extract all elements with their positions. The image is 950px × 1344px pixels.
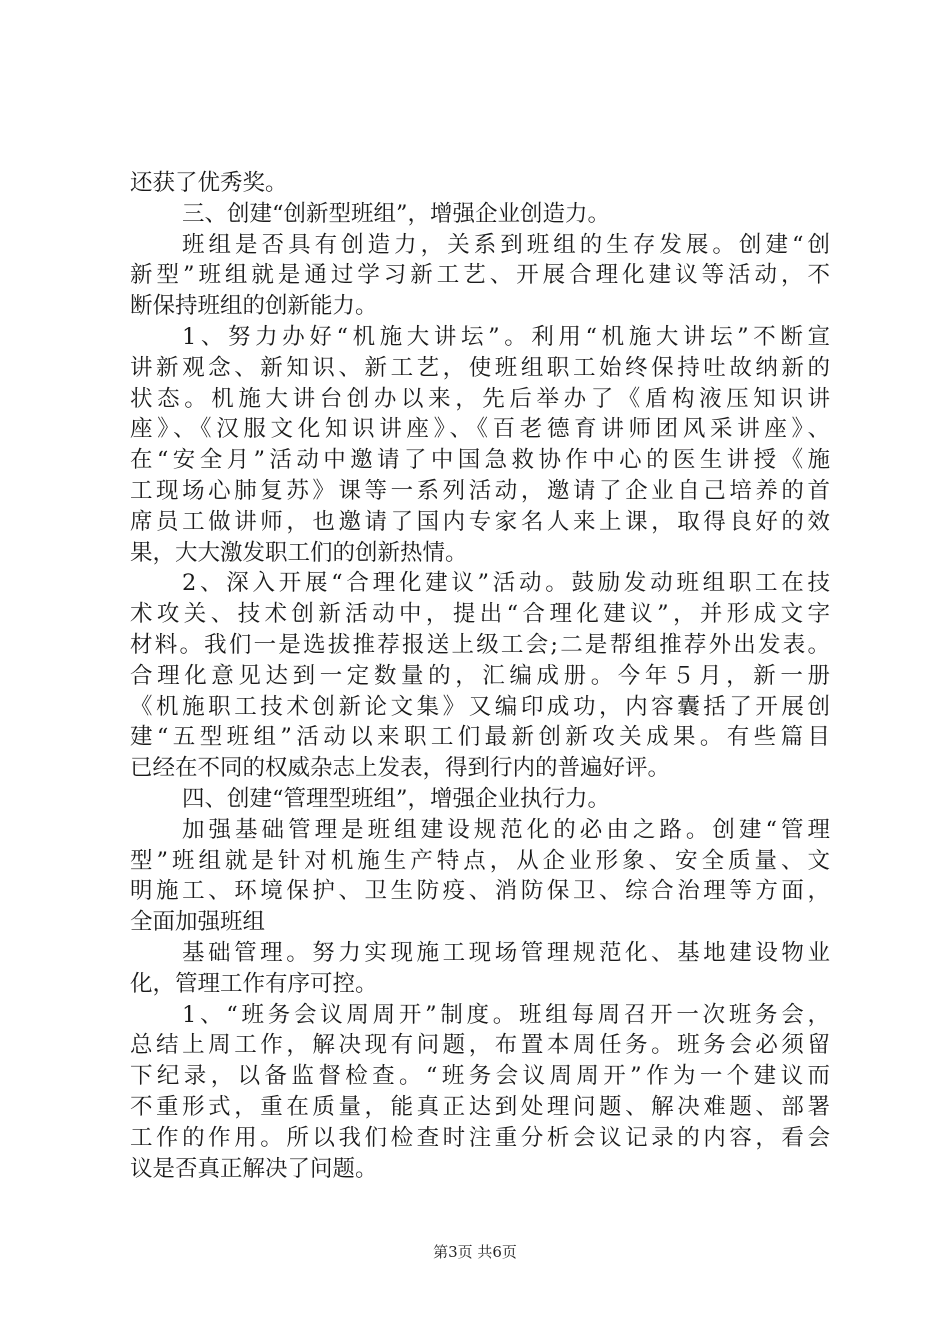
text-line: 班组是否具有创造力，关系到班组的生存发展。创建“创 [182, 231, 830, 258]
text-line: 座》、《汉服文化知识讲座》、《百老德育讲师团风采讲座》、 [130, 416, 830, 443]
page-number: 第3页 共6页 [433, 1243, 517, 1261]
text-line: 三、创建“创新型班组”，增强企业创造力。 [182, 200, 611, 227]
text-line: 讲新观念、新知识、新工艺，使班组职工始终保持吐故纳新的 [130, 354, 830, 381]
text-line: 议是否真正解决了问题。 [130, 1155, 378, 1182]
text-line: 1、努力办好“机施大讲坛”。利用“机施大讲坛”不断宣 [182, 323, 830, 350]
text-line: 不重形式，重在质量，能真正达到处理问题、解决难题、部署 [130, 1093, 830, 1120]
text-line: 基础管理。努力实现施工现场管理规范化、基地建设物业 [182, 939, 830, 966]
text-line: 状态。机施大讲台创办以来，先后举办了《盾构液压知识讲 [130, 385, 830, 412]
text-line: 已经在不同的权威杂志上发表，得到行内的普遍好评。 [130, 755, 671, 782]
text-line: 在“安全月”活动中邀请了中国急救协作中心的医生讲授《施 [130, 447, 830, 474]
text-line: 新型”班组就是通过学习新工艺、开展合理化建议等活动，不 [130, 262, 830, 289]
text-line: 总结上周工作，解决现有问题，布置本周任务。班务会必须留 [130, 1032, 830, 1059]
text-line: 材料。我们一是选拔推荐报送上级工会;二是帮组推荐外出发表。 [130, 631, 830, 658]
text-line: 席员工做讲师，也邀请了国内专家名人来上课，取得良好的效 [130, 508, 830, 535]
text-line: 工现场心肺复苏》课等一系列活动，邀请了企业自己培养的首 [130, 477, 830, 504]
text-line: 全面加强班组 [130, 909, 266, 936]
text-line: 型”班组就是针对机施生产特点，从企业形象、安全质量、文 [130, 847, 830, 874]
text-line: 建“五型班组”活动以来职工们最新创新攻关成果。有些篇目 [130, 724, 830, 751]
text-line: 合理化意见达到一定数量的，汇编成册。今年５月，新一册 [130, 662, 830, 689]
text-line: 四、创建“管理型班组”，增强企业执行力。 [182, 785, 611, 812]
text-line: 果，大大激发职工们的创新热情。 [130, 539, 468, 566]
text-line: 1、“班务会议周周开”制度。班组每周召开一次班务会， [182, 1001, 830, 1028]
text-line: 明施工、环境保护、卫生防疫、消防保卫、综合治理等方面， [130, 878, 830, 905]
page-footer [0, 1242, 950, 1262]
text-line: 工作的作用。所以我们检查时注重分析会议记录的内容，看会 [130, 1124, 830, 1151]
document-body [130, 168, 830, 1184]
text-line: 下纪录，以备监督检查。“班务会议周周开”作为一个建议而 [130, 1063, 830, 1090]
text-line: 化，管理工作有序可控。 [130, 970, 378, 997]
text-line: 断保持班组的创新能力。 [130, 293, 378, 320]
text-line: 2、深入开展“合理化建议”活动。鼓励发动班组职工在技 [182, 570, 830, 597]
text-line: 加强基础管理是班组建设规范化的必由之路。创建“管理 [182, 816, 830, 843]
text-line: 术攻关、技术创新活动中，提出“合理化建议”，并形成文字 [130, 601, 830, 628]
text-line: 还获了优秀奖。 [130, 170, 288, 196]
text-line: 《机施职工技术创新论文集》又编印成功，内容囊括了开展创 [130, 693, 830, 720]
